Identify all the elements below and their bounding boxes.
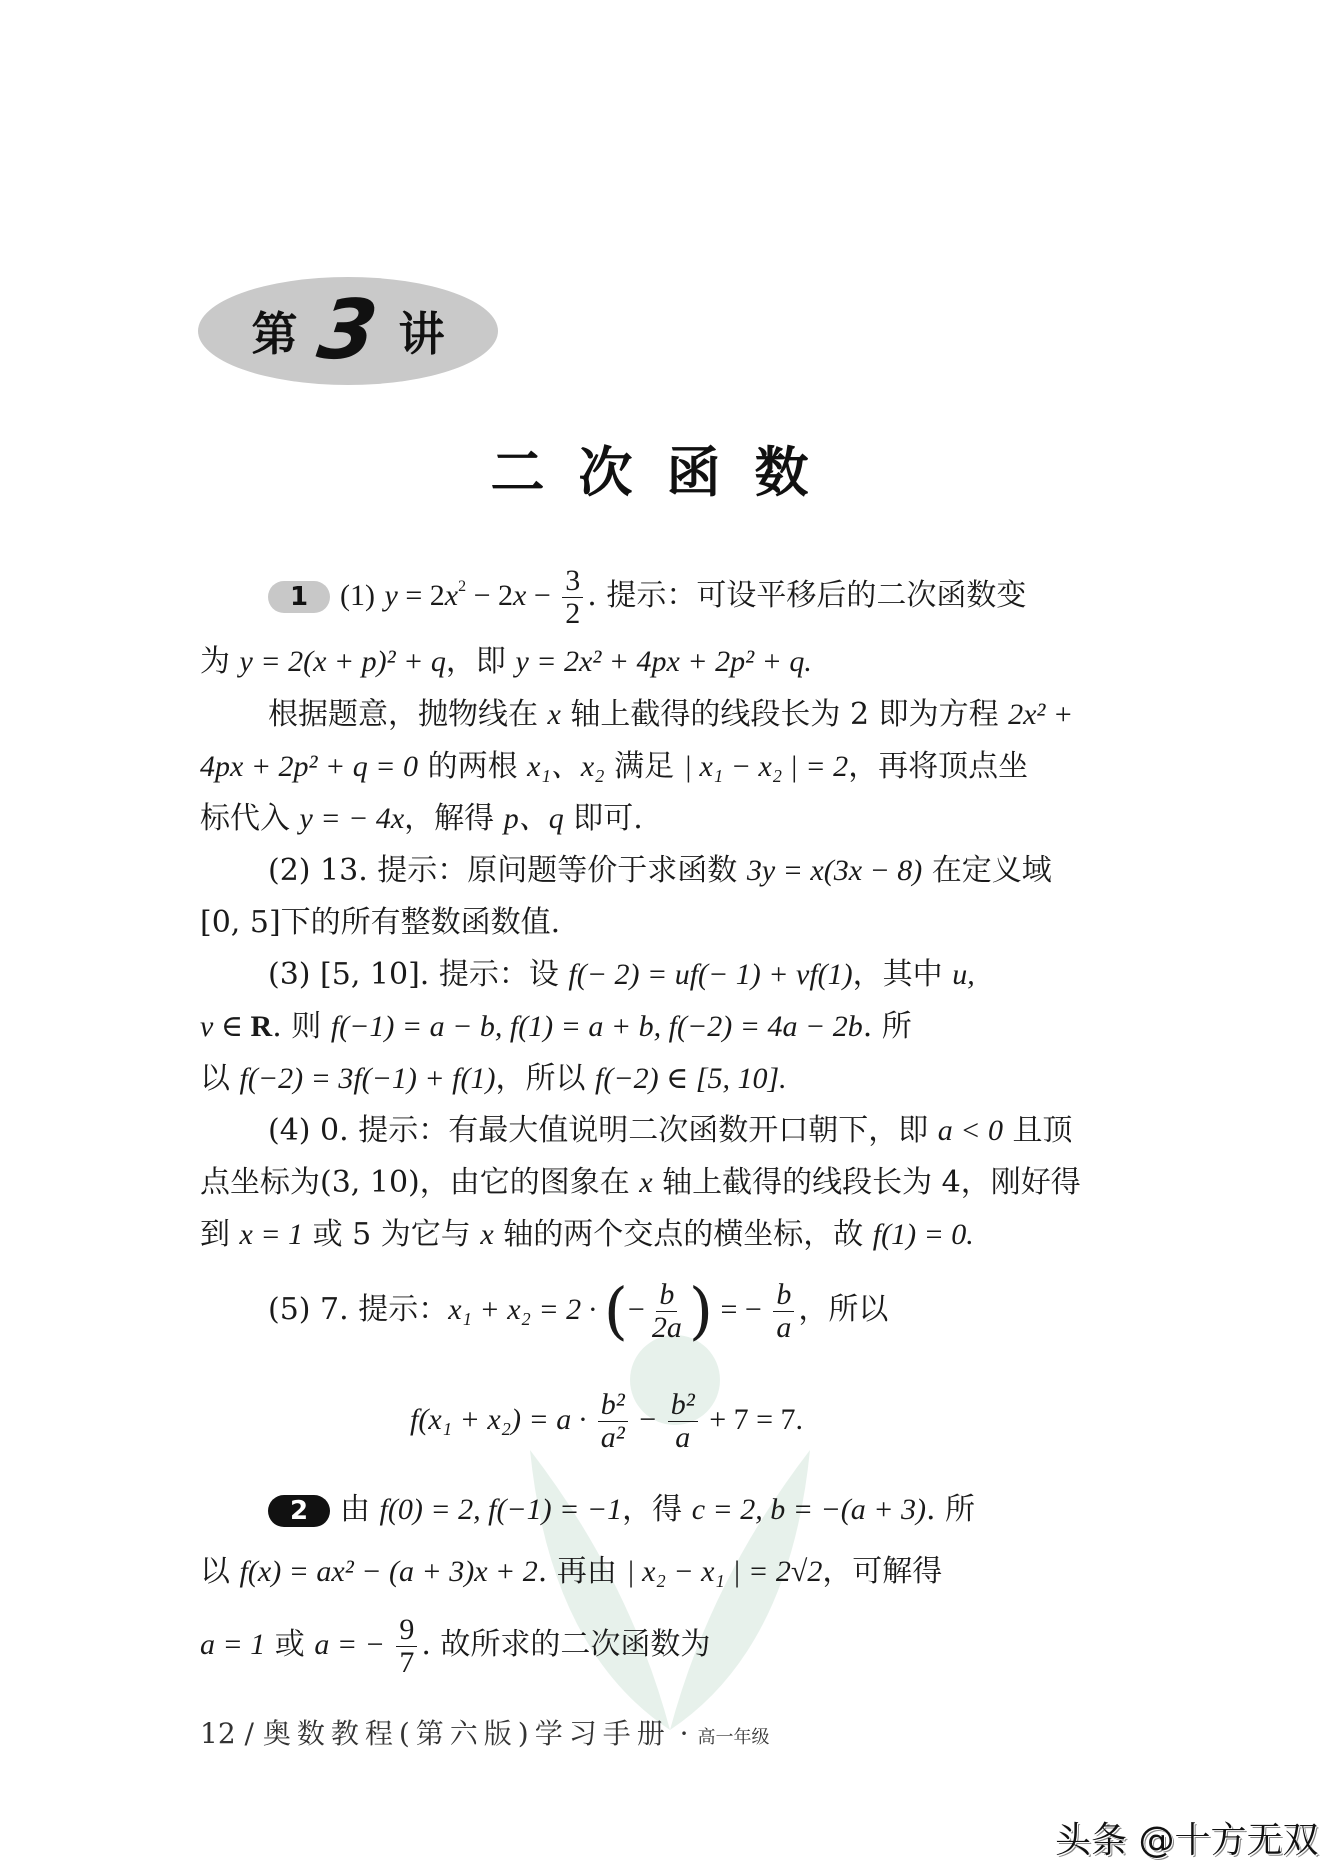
chapter-badge — [198, 277, 498, 385]
book-series-title: 奥数教程(第六版)学习手册 — [262, 1717, 671, 1750]
q2-line1: 2 由 f(0) = 2, f(−1) = −1，得 c = 2, b = −(a + 3). 所 — [268, 1490, 1214, 1530]
chapter-number: 3 — [312, 283, 384, 378]
page-title: 二次函数 — [490, 440, 843, 504]
q1-part5-display-equation: f(x₁ + x₂) = a · $\frac{\text{b²}}{\text{a²}}$ − $\frac{\text{b²}}{a}$ + 7 = 7. — [410, 1388, 804, 1454]
q1-part1-line2: 为 y = 2(x + p)² + q，即 y = 2x² + 4px + 2p² + q. — [200, 644, 812, 679]
q1-para-line2: 4px + 2p² + q = 0 的两根 x₁、x₂ 满足 | x₁ − x₂ | = 2，再将顶点坐 — [200, 749, 1029, 784]
q1-part3-line1: (3) [5, 10]. 提示：设 f(− 2) = uf(− 1) + vf(1)，其中 u, — [268, 957, 975, 992]
question-badge-2: 2 — [268, 1495, 330, 1527]
q1-para-line1: 根据题意，抛物线在 x 轴上截得的线段长为 2 即为方程 2x² + — [268, 697, 1074, 732]
q1-part2-line2: [0, 5]下的所有整数函数值. — [200, 905, 561, 940]
fraction-b2-over-a: $\frac{\text{b²}}{a}$ — [668, 1389, 698, 1453]
q1-part1-line1: 1 (1) $y = 2x^2 - 2x$ − $\frac{3}{2}$ . 提示：可设平移后的二次函数变 — [268, 565, 1214, 629]
chapter-prefix: 第 — [251, 307, 298, 361]
q2-line3: a = 1 或 a = − $\frac{9}{7}$ . 故所求的二次函数为 — [200, 1613, 711, 1679]
fraction-b-over-2a: $\frac{b}{2a}$ — [651, 1278, 682, 1344]
grade-label: 高一年级 — [697, 1727, 770, 1748]
fraction-3-over-2: $\frac{3}{2}$ — [562, 565, 583, 629]
q1-part4-line3: 到 x = 1 或 5 为它与 x 轴的两个交点的横坐标，故 f(1) = 0. — [200, 1217, 974, 1252]
platform-watermark: 头条 @十方无双 — [1055, 1820, 1319, 1861]
page-footer: 12 / 奥数教程(第六版)学习手册 · 高一年级 — [200, 1717, 770, 1750]
page-number: 12 / — [200, 1717, 254, 1750]
q1-part4-line2: 点坐标为(3, 10)，由它的图象在 x 轴上截得的线段长为 4，刚好得 — [200, 1165, 1081, 1200]
q1-part5-line1: (5) 7. 提示：x₁ + x₂ = 2 · (− $\frac{b}{2a}$ ) = − $\frac{b}{a}$ ，所以 — [268, 1274, 889, 1347]
fraction-b2-over-a2: $\frac{\text{b²}}{\text{a²}}$ — [598, 1389, 628, 1453]
chapter-suffix: 讲 — [398, 307, 445, 361]
q1-part3-line3: 以 f(−2) = 3f(−1) + f(1)，所以 f(−2) ∈ [5, 10]. — [200, 1061, 787, 1096]
q2-line2: 以 f(x) = ax² − (a + 3)x + 2. 再由 | x₂ − x₁ | = 2√2，可解得 — [200, 1554, 943, 1589]
q1-part4-line1: (4) 0. 提示：有最大值说明二次函数开口朝下，即 a < 0 且顶 — [268, 1113, 1073, 1148]
fraction-9-over-7: $\frac{9}{7}$ — [396, 1614, 417, 1678]
q1-para-line3: 标代入 y = − 4x，解得 p、q 即可. — [200, 801, 643, 836]
q1-part3-line2: v ∈ R. 则 f(−1) = a − b, f(1) = a + b, f(−2) = 4a − 2b. 所 — [200, 1009, 912, 1044]
q1-part2-line1: (2) 13. 提示：原问题等价于求函数 3y = x(3x − 8) 在定义域 — [268, 853, 1052, 888]
fraction-b-over-a: $\frac{b}{a}$ — [773, 1279, 794, 1343]
question-badge-1: 1 — [268, 581, 330, 613]
